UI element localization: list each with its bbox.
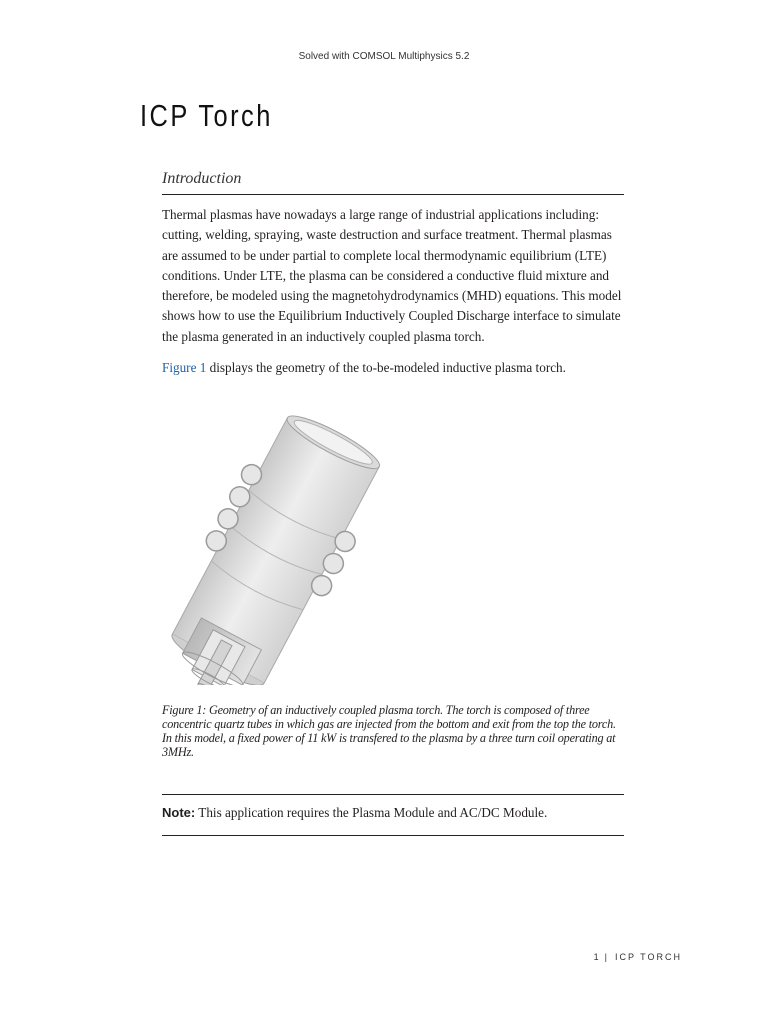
- footer-separator: |: [604, 952, 607, 962]
- section-heading-introduction: Introduction: [162, 170, 624, 195]
- note-box: [162, 794, 624, 836]
- note-label: Note:: [162, 805, 196, 820]
- page-header: Solved with COMSOL Multiphysics 5.2: [298, 51, 470, 62]
- figure-reference-paragraph: [162, 358, 624, 378]
- figure-1-link[interactable]: Figure 1: [162, 360, 207, 375]
- note-text: This application requires the Plasma Module and AC/DC Module.: [195, 805, 548, 820]
- document-title: ICP Torch: [140, 98, 273, 133]
- icp-torch-illustration: [168, 415, 383, 685]
- page-number: 1: [593, 952, 599, 962]
- figure-caption: Figure 1: Geometry of an inductively coupled plasma torch. The torch is composed of three concentric quartz tubes in which gas are injected from the bottom and exit from the top the torch. In this model, a fixed power of 11 kW is transfered to the plasma by a three turn coil operating at 3MHz.: [162, 703, 616, 759]
- torch-geometry-figure: [168, 415, 383, 685]
- note-text-line: [162, 805, 547, 821]
- intro-paragraph: Thermal plasmas have nowadays a large range of industrial applications including: cutting, welding, spraying, waste destruction and surface treatment. Thermal plasmas are assumed to be under partial to complete local thermodynamic equilibrium (LTE) conditions. Under LTE, the plasma can be considered a conductive fluid mixture and therefore, be modeled using the magnetohydrodynamics (MHD) equations. This model shows how to use the Equilibrium Inductively Coupled Discharge interface to simulate the plasma generated in an inductively coupled plasma torch.: [162, 207, 622, 344]
- footer-title: ICP TORCH: [614, 952, 682, 962]
- page-footer: [594, 952, 682, 962]
- figure-reference-text: displays the geometry of the to-be-modeled inductive plasma torch.: [206, 360, 566, 375]
